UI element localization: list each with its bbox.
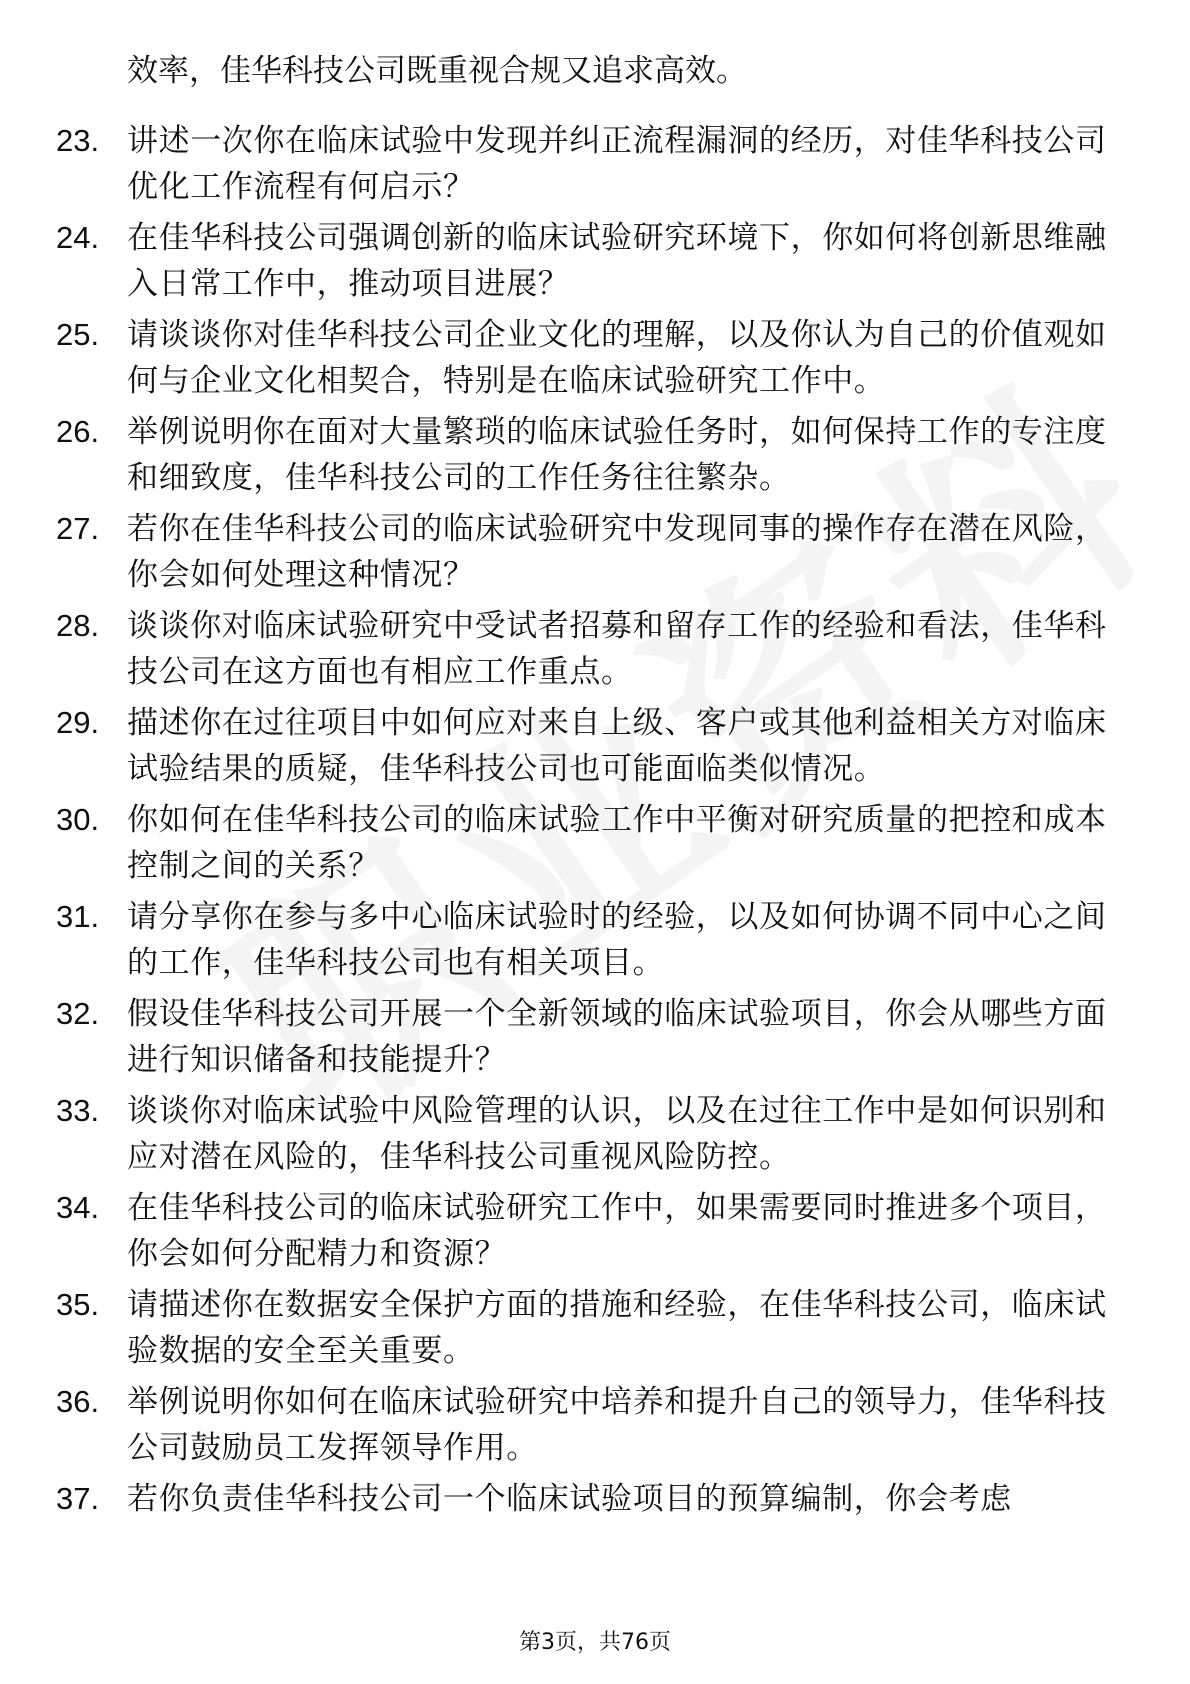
question-text: 在佳华科技公司的临床试验研究工作中，如果需要同时推进多个项目，你会如何分配精力和资源？: [127, 1190, 1107, 1272]
question-item: [0, 118, 1190, 215]
question-item: [0, 506, 1190, 603]
question-number: 26.: [56, 414, 100, 449]
question-number: 37.: [56, 1481, 100, 1516]
page-number-label: 第3页，共76页: [519, 1630, 671, 1655]
question-number: 36.: [56, 1384, 100, 1419]
question-text: 谈谈你对临床试验中风险管理的认识，以及在过往工作中是如何识别和应对潜在风险的，佳华科技公司重视风险防控。: [127, 1093, 1107, 1175]
question-text: 若你在佳华科技公司的临床试验研究中发现同事的操作存在潜在风险，你会如何处理这种情况？: [127, 511, 1107, 593]
question-text: 你如何在佳华科技公司的临床试验工作中平衡对研究质量的把控和成本控制之间的关系？: [127, 802, 1107, 884]
question-item: [0, 1282, 1190, 1379]
question-item: [0, 1379, 1190, 1476]
question-item: [0, 1185, 1190, 1282]
question-number: 30.: [56, 802, 100, 837]
question-number: 34.: [56, 1190, 100, 1225]
question-item: [0, 1476, 1190, 1573]
question-text: 若你负责佳华科技公司一个临床试验项目的预算编制，你会考虑: [127, 1481, 1012, 1517]
question-item: [0, 603, 1190, 700]
question-item: [0, 700, 1190, 797]
question-text: 举例说明你如何在临床试验研究中培养和提升自己的领导力，佳华科技公司鼓励员工发挥领导作用。: [127, 1384, 1107, 1466]
question-number: 25.: [56, 317, 100, 352]
question-item: [0, 894, 1190, 991]
question-list: [0, 118, 1190, 1573]
question-text: 举例说明你在面对大量繁琐的临床试验任务时，如何保持工作的专注度和细致度，佳华科技公司的工作任务往往繁杂。: [127, 414, 1107, 496]
question-text: 假设佳华科技公司开展一个全新领域的临床试验项目，你会从哪些方面进行知识储备和技能提升？: [127, 996, 1107, 1078]
question-number: 31.: [56, 899, 100, 934]
question-text: 谈谈你对临床试验研究中受试者招募和留存工作的经验和看法，佳华科技公司在这方面也有相应工作重点。: [127, 608, 1107, 690]
continuation-text: 效率，佳华科技公司既重视合规又追求高效。: [127, 53, 747, 89]
question-item: [0, 215, 1190, 312]
page-footer: [0, 1628, 1190, 1658]
question-number: 33.: [56, 1093, 100, 1128]
question-text: 在佳华科技公司强调创新的临床试验研究环境下，你如何将创新思维融入日常工作中，推动项目进展？: [127, 220, 1107, 302]
question-number: 28.: [56, 608, 100, 643]
question-number: 23.: [56, 123, 100, 158]
question-number: 24.: [56, 220, 100, 255]
question-item: [0, 991, 1190, 1088]
question-item: [0, 409, 1190, 506]
question-text: 描述你在过往项目中如何应对来自上级、客户或其他利益相关方对临床试验结果的质疑，佳华科技公司也可能面临类似情况。: [127, 705, 1107, 787]
question-text: 请谈谈你对佳华科技公司企业文化的理解，以及你认为自己的价值观如何与企业文化相契合，特别是在临床试验研究工作中。: [127, 317, 1107, 399]
question-number: 32.: [56, 996, 100, 1031]
question-number: 27.: [56, 511, 100, 546]
question-text: 讲述一次你在临床试验中发现并纠正流程漏洞的经历，对佳华科技公司优化工作流程有何启示？: [127, 123, 1107, 205]
question-number: 35.: [56, 1287, 100, 1322]
question-item: [0, 797, 1190, 894]
question-number: 29.: [56, 705, 100, 740]
question-item: [0, 1088, 1190, 1185]
question-text: 请分享你在参与多中心临床试验时的经验，以及如何协调不同中心之间的工作，佳华科技公司也有相关项目。: [127, 899, 1107, 981]
question-text: 请描述你在数据安全保护方面的措施和经验，在佳华科技公司，临床试验数据的安全至关重要。: [127, 1287, 1107, 1369]
question-item: [0, 312, 1190, 409]
